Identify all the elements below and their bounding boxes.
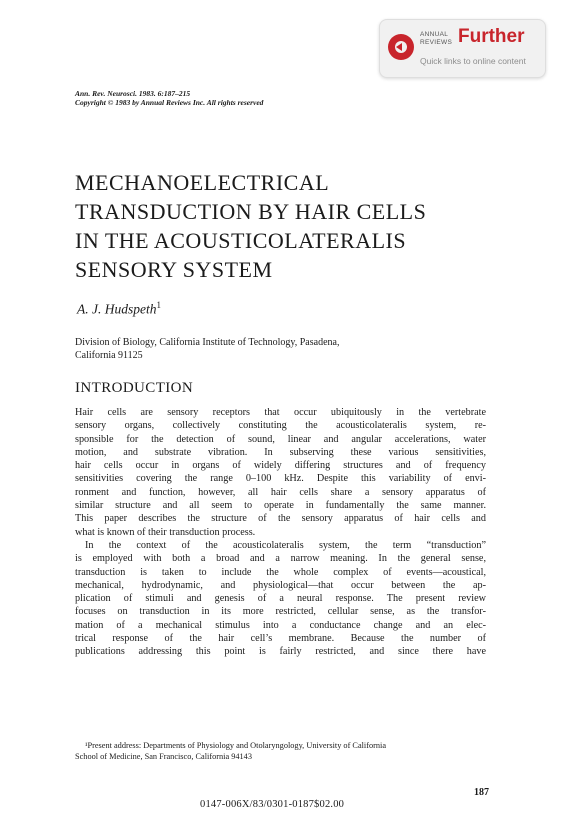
body-line: In the context of the acousticolateralis system, the term “transduction” <box>85 539 486 551</box>
body-line: ronment and function, however, all hair cells share a sensory apparatus of <box>75 486 486 498</box>
body-line: similar structure and all seem to operate in fundamentally the same manner. <box>75 500 486 512</box>
body-line: This paper describes the structure of the sensory apparatus of hair cells and <box>75 513 486 525</box>
badge-tagline: Quick links to online content <box>420 56 526 66</box>
body-line: Hair cells are sensory receptors that occur ubiquitously in the vertebrate <box>75 407 486 418</box>
title-line: TRANSDUCTION BY HAIR CELLS <box>75 199 427 224</box>
page-number: 187 <box>474 787 489 798</box>
affiliation <box>75 336 415 362</box>
footnote-line: ¹Present address: Departments of Physiology and Otolaryngology, University of California <box>85 741 387 750</box>
author <box>77 300 161 318</box>
article-code: 0147-006X/83/0301-0187$02.00 <box>200 799 345 810</box>
body-line: what is known of their transduction process. <box>75 526 256 538</box>
body-line: is employed with both a broad and a narrow meaning. In the general sense, <box>75 553 486 565</box>
citation-journal: Ann. Rev. Neurosci. 1983. 6:187–215 <box>75 89 191 98</box>
title-line: IN THE ACOUSTICOLATERALIS <box>75 228 407 253</box>
body-text <box>75 406 486 659</box>
body-line: hair cells occur in organs of widely differing structures and of frequency <box>75 460 486 472</box>
footnote-line: School of Medicine, San Francisco, California 94143 <box>75 752 252 761</box>
body-line: sponsible for the detection of sound, linear and angular accelerations, water <box>75 433 486 445</box>
body-line: mechanical, hydrodynamic, and physiological—that occur between the ap- <box>75 579 486 591</box>
author-footnote-mark: 1 <box>156 300 161 310</box>
body-line: motion, and substrate vibration. In subserving these various sensitivities, <box>75 446 486 458</box>
article-title <box>75 168 505 284</box>
affiliation-line: Division of Biology, California Institute of Technology, Pasadena, <box>75 337 340 348</box>
body-line: mation of a mechanical stimulus into a conductance change and an elec- <box>75 619 486 631</box>
footnote <box>75 740 495 762</box>
author-name: A. J. Hudspeth <box>77 301 157 317</box>
body-line: focuses on transduction in its more restricted, cellular sense, as the transfor- <box>75 606 486 618</box>
body-line: sensitivities covering the range 0–100 kHz. Despite this variability of envi- <box>75 473 486 485</box>
body-line: plication of stimuli and genesis of a neural response. The present review <box>75 593 486 605</box>
annual-reviews-logo-icon <box>388 34 414 60</box>
title-line: MECHANOELECTRICAL <box>75 170 330 195</box>
badge-brand: Further <box>458 26 525 47</box>
citation-block <box>75 89 263 107</box>
body-line: trical response of the hair cell’s membrane. Because the number of <box>75 633 486 645</box>
title-line: SENSORY SYSTEM <box>75 257 273 282</box>
affiliation-line: California 91125 <box>75 350 143 361</box>
citation-copyright: Copyright © 1983 by Annual Reviews Inc. All rights reserved <box>75 98 264 107</box>
annual-reviews-further-badge[interactable] <box>379 19 546 78</box>
body-line: transduction is taken to include the whole complex of events—acoustical, <box>75 566 486 578</box>
badge-org-name: ANNUAL REVIEWS <box>420 31 453 46</box>
body-line: publications addressing this point is fairly restricted, and since there have <box>75 646 486 658</box>
section-heading: INTRODUCTION <box>75 380 194 396</box>
body-line: sensory organs, collectively constituting the acousticolateralis system, re- <box>75 420 486 432</box>
